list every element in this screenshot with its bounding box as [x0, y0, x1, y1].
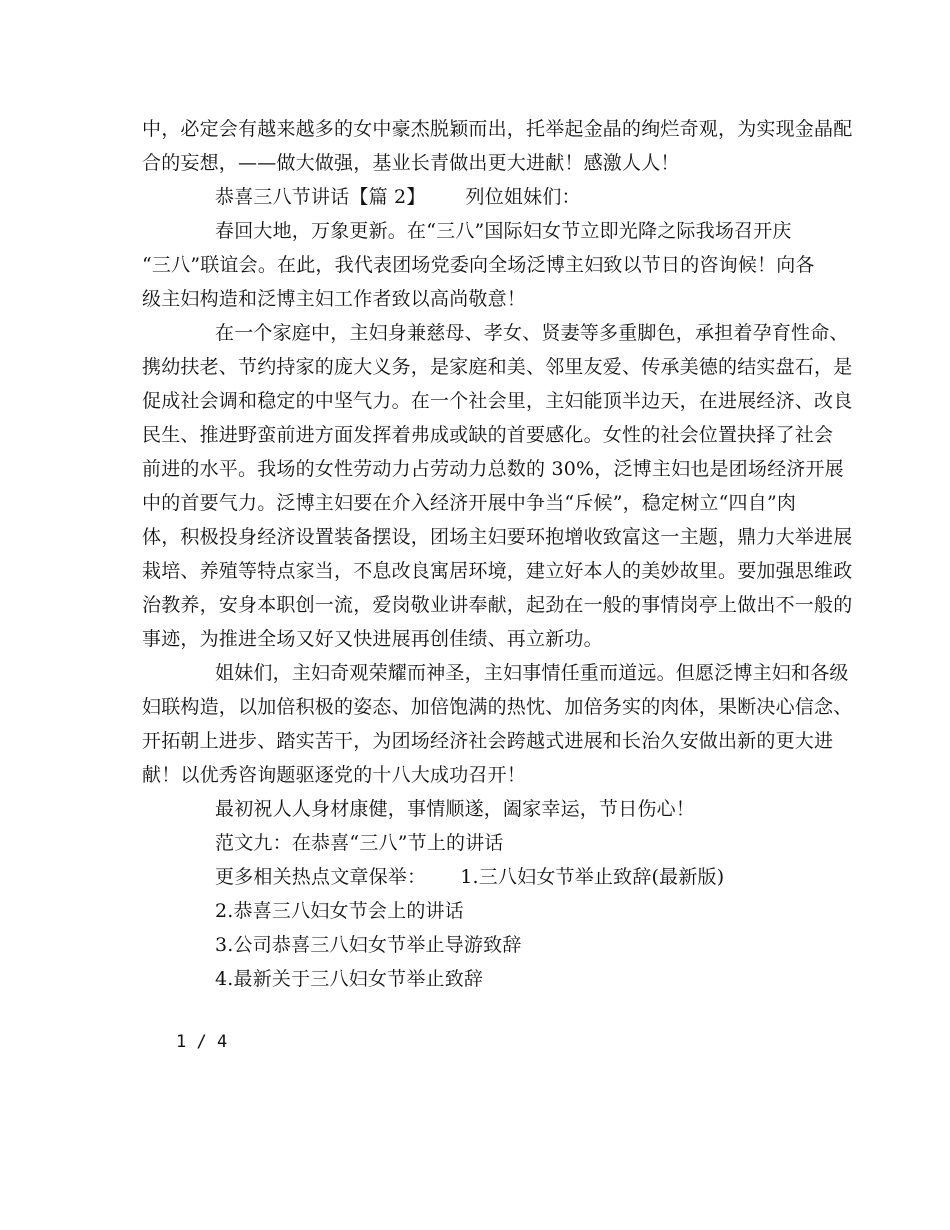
paragraph-line: 在一个家庭中，主妇身兼慈母、孝女、贤妻等多重脚色，承担着孕育性命、	[215, 322, 849, 344]
paragraph-line: 前进的水平。我场的女性劳动力占劳动力总数的 30%，泛博主妇也是团场经济开展	[142, 458, 844, 480]
paragraph-line: 治教养，安身本职创一流，爱岗敬业讲奉献，起劲在一般的事情岗亭上做出不一般的	[142, 594, 853, 616]
paragraph-line: 开拓朝上进步、踏实苦干，为团场经济社会跨越式进展和长治久安做出新的更大进	[142, 730, 834, 752]
paragraph-line: 级主妇构造和泛博主妇工作者致以高尚敬意！	[142, 288, 527, 310]
paragraph-line: 最初祝人人身材康健，事情顺遂，阖家幸运，节日伤心！	[215, 798, 696, 820]
section-heading	[215, 180, 895, 214]
paragraph-line: 中，必定会有越来越多的女中豪杰脱颖而出，托举起金晶的绚烂奇观，为实现金晶配	[142, 118, 853, 140]
paragraph-line: 合的妄想，——做大做强，基业长青做出更大进献！感激人人！	[142, 152, 680, 174]
paragraph-line: 栽培、养殖等特点家当，不息改良寓居环境，建立好本人的美妙故里。要加强思维政	[142, 560, 853, 582]
section-title: 恭喜三八节讲话【篇 2】	[215, 186, 426, 208]
paragraph-line: 姐妹们，主妇奇观荣耀而神圣，主妇事情任重而道远。但愿泛博主妇和各级	[215, 662, 849, 684]
paragraph-line: 范文九：在恭喜“三八”节上的讲话	[215, 832, 504, 854]
related-link[interactable]: 1.三八妇女节举止致辞(最新版)	[460, 866, 725, 888]
paragraph-line: 促成社会调和稳定的中坚气力。在一个社会里，主妇能顶半边天，在进展经济、改良	[142, 390, 853, 412]
related-link[interactable]: 4.最新关于三八妇女节举止致辞	[215, 968, 484, 990]
paragraph-line: 中的首要气力。泛博主妇要在介入经济开展中争当“斥候”，稳定树立“四自”肉	[142, 492, 797, 514]
paragraph-line: 事迹，为推进全场又好又快进展再创佳绩、再立新功。	[142, 628, 603, 650]
salutation: 列位姐妹们：	[465, 186, 581, 208]
page-number: 1 / 4	[176, 1032, 228, 1052]
paragraph-line: 献！以优秀咨询题驱逐党的十八大成功召开！	[142, 764, 527, 786]
paragraph-line: 携幼扶老、节约持家的庞大义务，是家庭和美、邻里友爱、传承美德的结实盘石，是	[142, 356, 853, 378]
related-link[interactable]: 2.恭喜三八妇女节会上的讲话	[215, 900, 464, 922]
related-label: 更多相关热点文章保举：	[215, 866, 427, 888]
paragraph-line: 春回大地，万象更新。在“三八”国际妇女节立即光降之际我场召开庆	[215, 220, 792, 242]
paragraph-line: “三八”联谊会。在此，我代表团场党委向全场泛博主妇致以节日的咨询候！向各	[142, 254, 815, 276]
paragraph-line: 体，积极投身经济设置装备摆设，团场主妇要环抱增收致富这一主题，鼎力大举进展	[142, 526, 853, 548]
related-link[interactable]: 3.公司恭喜三八妇女节举止导游致辞	[215, 934, 522, 956]
paragraph-line: 妇联构造，以加倍积极的姿态、加倍饱满的热忱、加倍务实的肉体，果断决心信念、	[142, 696, 853, 718]
related-articles	[215, 860, 895, 894]
paragraph-line: 民生、推进野蛮前进方面发挥着弗成或缺的首要感化。女性的社会位置抉择了社会	[142, 424, 834, 446]
